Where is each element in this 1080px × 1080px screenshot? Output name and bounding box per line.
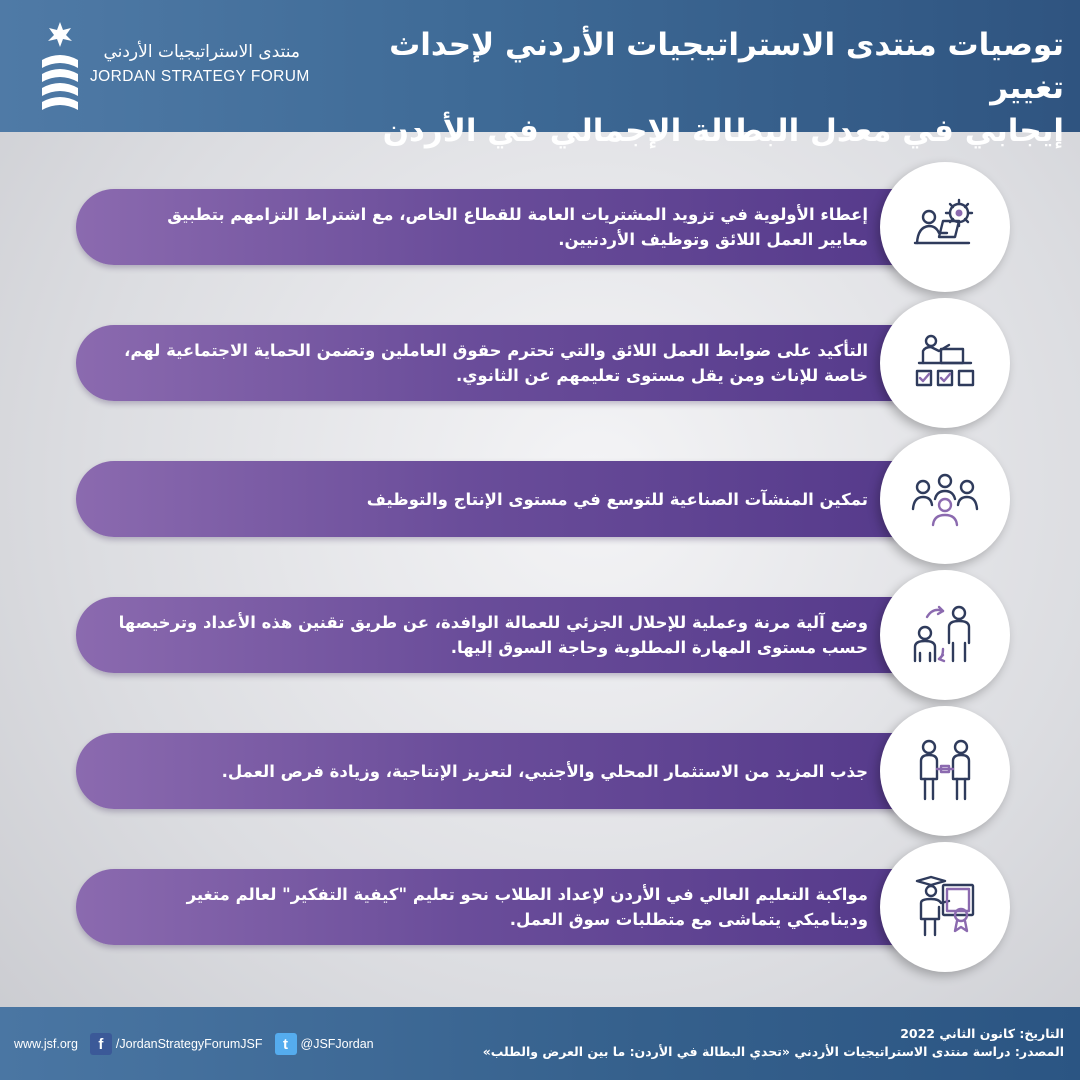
twitter-link[interactable]: @JSFJordan <box>300 1037 374 1051</box>
recommendation-text: جذب المزيد من الاستثمار المحلي والأجنبي، لتعزيز الإنتاجية، وزيادة فرص العمل. <box>221 761 868 781</box>
brand-name-arabic: منتدى الاستراتيجيات الأردني <box>103 42 300 62</box>
recommendation-text: التأكيد على ضوابط العمل اللائق والتي تحترم حقوق العاملين وتضمن الحماية الاجتماعية لهم، خاصة للإناث ومن يقل مستوى تعليمهم عن الثانوي. <box>124 341 868 385</box>
people-group-icon <box>909 463 981 535</box>
icon-badge <box>880 162 1010 292</box>
recommendation-text: تمكين المنشآت الصناعية للتوسع في مستوى الإنتاج والتوظيف <box>366 489 868 509</box>
footer-meta <box>444 1025 1064 1061</box>
source-citation: المصدر: دراسة منتدى الاستراتيجيات الأردني «تحدي البطالة في الأردن: ما بين العرض والطلب» <box>482 1044 1064 1059</box>
recommendation-item <box>0 162 1080 292</box>
brand-name-english: JORDAN STRATEGY FORUM <box>90 68 310 85</box>
recommendation-item <box>0 434 1080 564</box>
social-links <box>14 1033 374 1055</box>
checklist-presenter-icon <box>909 327 981 399</box>
worker-laptop-gear-icon <box>909 191 981 263</box>
recommendation-item <box>0 706 1080 836</box>
title-line-1: توصيات منتدى الاستراتيجيات الأردني لإحداث تغيير <box>389 27 1064 106</box>
website-link[interactable]: www.jsf.org <box>14 1037 78 1051</box>
icon-badge <box>880 298 1010 428</box>
handshake-people-icon <box>909 735 981 807</box>
title-line-2: إيجابي في معدل البطالة الإجمالي في الأردن <box>382 113 1064 149</box>
publication-date: التاريخ: كانون الثاني 2022 <box>900 1026 1064 1041</box>
recommendation-text: مواكبة التعليم العالي في الأردن لإعداد الطلاب نحو تعليم "كيفية التفكير" لعالم متغير وديناميكي يتماشى مع متطلبات سوق العمل. <box>186 885 868 929</box>
person-exchange-icon <box>909 599 981 671</box>
icon-badge <box>880 570 1010 700</box>
facebook-link[interactable]: /JordanStrategyForumJSF <box>115 1037 263 1051</box>
recommendation-text: وضع آلية مرنة وعملية للإحلال الجزئي للعمالة الوافدة، عن طريق تقنين هذه الأعداد وترخيصها حسب مستوى المهارة المطلوبة وحاجة السوق إليها. <box>118 613 868 657</box>
graduate-certificate-icon <box>909 871 981 943</box>
icon-badge <box>880 434 1010 564</box>
icon-badge <box>880 842 1010 972</box>
footer-bar <box>0 1007 1080 1080</box>
recommendation-text: إعطاء الأولوية في تزويد المشتريات العامة للقطاع الخاص، مع اشتراط التزامهم بتطبيق معايير العمل اللائق وتوظيف الأردنيين. <box>167 205 868 249</box>
recommendation-item <box>0 842 1080 972</box>
facebook-icon: f <box>90 1033 112 1055</box>
recommendation-item <box>0 570 1080 700</box>
recommendation-item <box>0 298 1080 428</box>
icon-badge <box>880 706 1010 836</box>
twitter-icon: t <box>275 1033 297 1055</box>
